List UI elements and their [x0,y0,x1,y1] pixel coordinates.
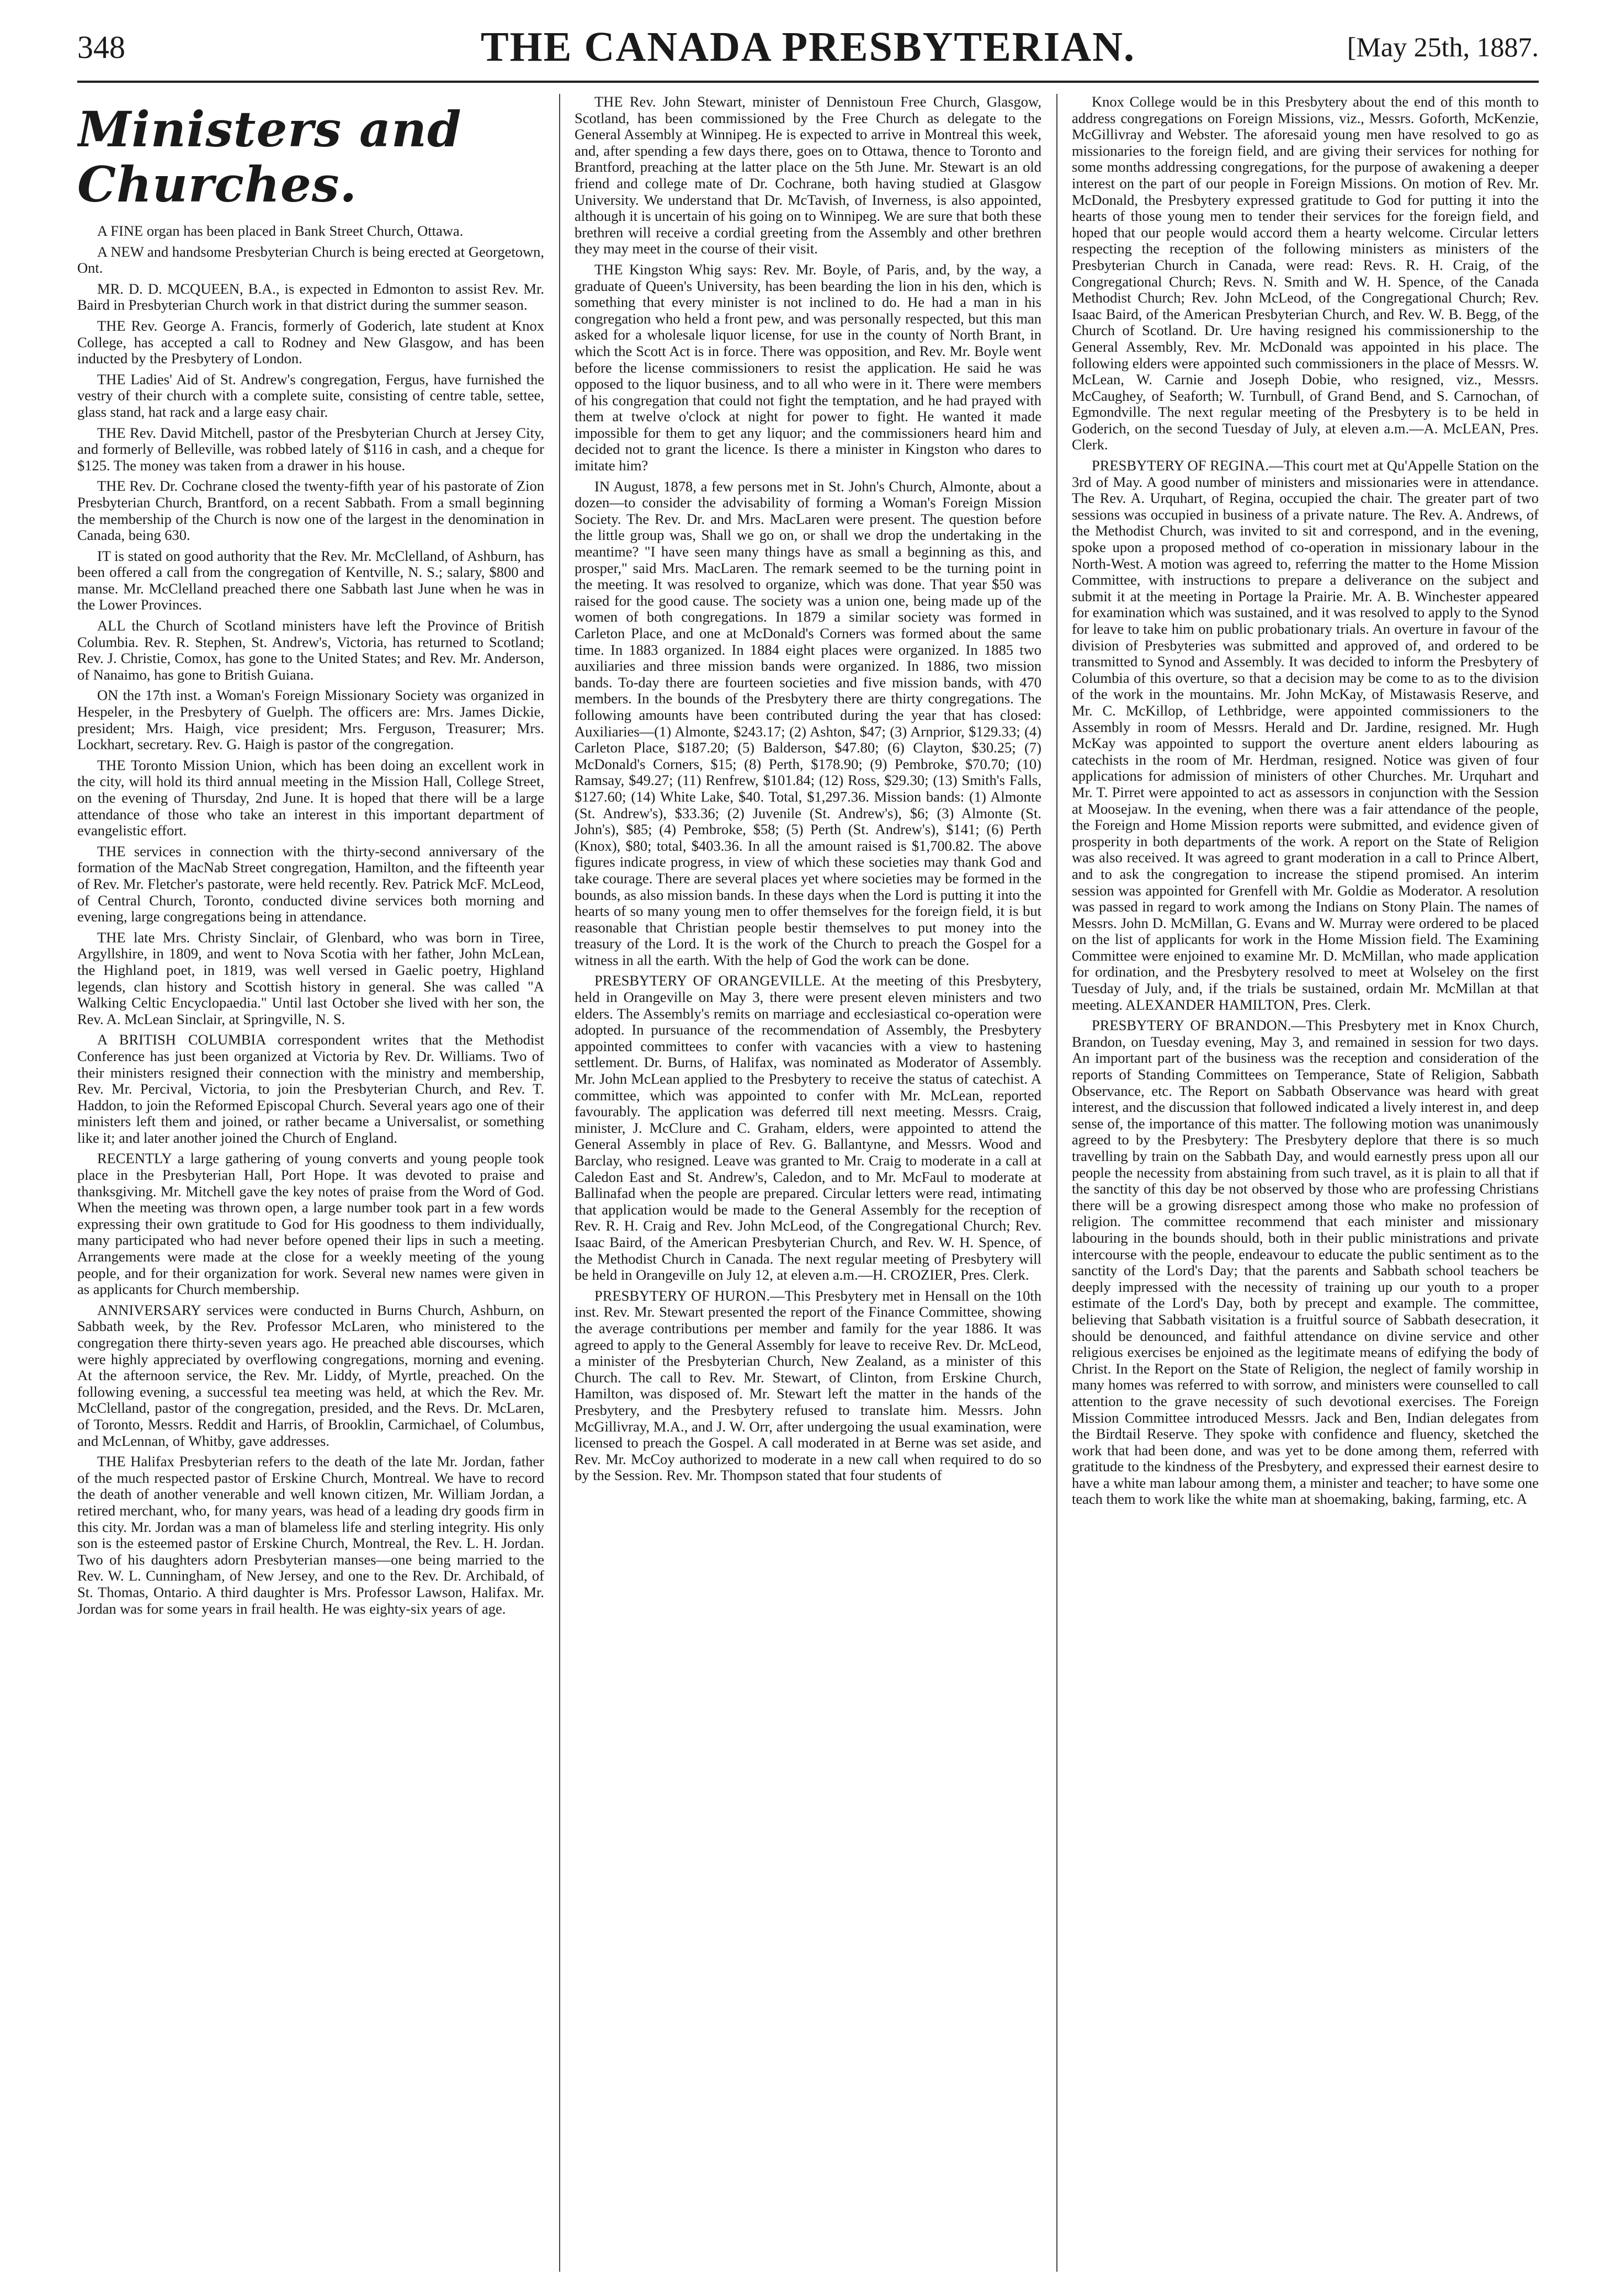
article-paragraph: PRESBYTERY OF BRANDON.—This Presbytery met in Knox Church, Brandon, on Tuesday evening, May 3, and remained in session for two days. An important part of the business was the reception and consideration of the reports of Standing Committees on Temperance, State of Religion, Sabbath Observance, etc. The Report on Sabbath Observance was heard with great interest, and the discussion that followed indicated a lively interest in, and deep sense of, the importance of this matter. The following motion was unanimously agreed to by the Presbytery: The Presbytery deplore that there is so much travelling by train on the Sabbath Day, and would earnestly press upon all our people the necessity from abstaining from such travel, as it is plain to all that if the sanctity of this day be not observed by those who are professing Christians there will be a growing disrespect among those who make no profession of religion. The committee recommend that each minister and missionary labouring in the bounds should, both in their public ministrations and private intercourse with the people, endeavour to educate the public sentiment as to the sanctity of the Lord's Day; that the parents and Sabbath school teachers be deeply impressed with the necessity of training up our youth to a proper estimate of the Lord's Day, both by precept and example. The committee, believing that Sabbath visitation is a fruitful source of Sabbath desecration, it should be denounced, and faithful attendance on divine service and other religious exercises be enjoined as the legitimate means of edifying the body of Christ. In the Report on the State of Religion, the neglect of family worship in many homes was referred to with sorrow, and ministers were counselled to call attention to the grave necessity of such devotional exercises. The Foreign Mission Committee introduced Messrs. Jack and Ben, Indian delegates from the Birdtail Reserve. They spoke with confidence and fluency, sketched the work that had been done, and was yet to be done among them, referred with gratitude to the kindness of the Presbytery, and expressed their earnest desire to have a white man labour among them, a minister and teacher; to have some one teach them to work like the white man at shoemaking, baking, farming, etc. A [1072,1017,1539,1508]
article-paragraph: PRESBYTERY OF HURON.—This Presbytery met in Hensall on the 10th inst. Rev. Mr. Stewart presented the report of the Finance Committee, showing the average contributions per member and family for the year 1886. It was agreed to apply to the General Assembly for leave to receive Rev. Dr. McLeod, a minister of the Presbyterian Church, New Zealand, as a minister of this Church. The call to Rev. Mr. Stewart, of Clinton, from Erskine Church, Hamilton, was disposed of. Mr. Stewart left the matter in the hands of the Presbytery, and the Presbytery refused to translate him. Messrs. John McGillivray, M.A., and J. W. Orr, after undergoing the usual examination, were licensed to preach the Gospel. A call moderated in at Berne was set aside, and Rev. Mr. McCoy authorized to moderate in a new call when required to do so by the Session. Rev. Mr. Thompson stated that four students of [575,1287,1041,1484]
column-1-body [77,223,544,1617]
page-header [77,23,1539,70]
column-divider [1056,94,1057,2272]
column-divider [559,94,560,2272]
column-3 [1072,94,1539,2272]
article-paragraph: IT is stated on good authority that the Rev. Mr. McClelland, of Ashburn, has been offered a call from the congregation of Kentville, N. S.; salary, $800 and manse. Mr. McClelland preached there one Sabbath last June when he was in the Lower Provinces. [77,547,544,613]
article-paragraph: THE Ladies' Aid of St. Andrew's congregation, Fergus, have furnished the vestry of their church with a complete suite, consisting of centre table, settee, glass stand, hat rack and a large easy chair. [77,370,544,420]
article-paragraph: THE Rev. Dr. Cochrane closed the twenty-fifth year of his pastorate of Zion Presbyterian Church, Brantford, on a recent Sabbath. From a small beginning the membership of the Church is now one of the largest in the denomination in Canada, being 630. [77,478,544,544]
article-paragraph: THE Kingston Whig says: Rev. Mr. Boyle, of Paris, and, by the way, a graduate of Queen's University, has been bearding the lion in his den, which is something that every minister is not inclined to do. He had a man in his congregation who held a front pew, and was personally respected, but this man asked for a wholesale liquor license, for use in the county of North Brant, in which the Scott Act is in force. There was opposition, and Rev. Mr. Boyle went before the license commissioners to resist the application. He said he was opposed to the liquor business, and to all who were in it. There were members of his congregation that could not fight the temptation, and he had prayed with them at twelve o'clock at night for power to fight. He wanted it made impossible for them to get any liquor; and the commissioners heard him and decided not to grant the licence. Is there a minister in Kingston who dares to imitate him? [575,261,1041,474]
article-paragraph: PRESBYTERY OF ORANGEVILLE. At the meeting of this Presbytery, held in Orangeville on May 3, there were present eleven ministers and two elders. The Assembly's remits on marriage and ecclesiastical co-operation were adopted. In pursuance of the recommendation of Assembly, the Presbytery appointed committees to confer with vacancies with a view to hastening settlement. Dr. Burns, of Halifax, was nominated as Moderator of Assembly. Mr. John McLean applied to the Presbytery to receive the status of catechist. A committee, which was appointed to confer with Mr. McLean, reported favourably. The application was deferred till next meeting. Messrs. Craig, minister, J. McClure and C. Graham, elders, were appointed to attend the General Assembly in place of Rev. G. Ballantyne, and Messrs. Wood and Barclay, who resigned. Leave was granted to Mr. Craig to moderate in a call at Caledon East and St. Andrew's, Caledon, and to Mr. McFaul to moderate at Ballinafad when the people are prepared. Circular letters were read, intimating that application would be made to the General Assembly for the reception of Rev. R. H. Craig and Rev. John McLeod, of the Congregational Church; Rev. Isaac Baird, of the American Presbyterian Church, and Rev. W. H. Spence, of the Methodist Church in Canada. The next regular meeting of Presbytery will be held in Orangeville on July 12, at eleven a.m.—H. CROZIER, Pres. Clerk. [575,972,1041,1284]
article-paragraph: PRESBYTERY OF REGINA.—This court met at Qu'Appelle Station on the 3rd of May. A good number of ministers and missionaries were in attendance. The Rev. A. Urquhart, of Regina, occupied the chair. The greater part of two sessions was occupied in business of a private nature. The Rev. A. Andrews, of the Methodist Church, was invited to sit and correspond, and in the evening, spoke upon a proposed method of co-operation in missionary labour in the North-West. A motion was agreed to, referring the matter to the Home Mission Committee, with instructions to prepare a deliverance on the subject and submit it at the meeting in Portage la Prairie. Mr. A. B. Winchester appeared for examination which was sustained, and it was resolved to apply to the Synod for leave to take him on public probationary trials. An overture in favour of the division of Presbyteries was submitted and approved of, and ordered to be transmitted to Synod and Assembly. It was decided to inform the Presbytery of Columbia of this overture, so that a decision may be come to as to the division of the work in the mountains. Mr. John McKay, of Mistawasis Reserve, and Mr. C. McKillop, of Lethbridge, were appointed commissioners to the Assembly in room of Messrs. Herald and Dr. Jardine, resigned. Mr. Hugh McKay was appointed to support the overture anent elders labouring as catechists in the room of Mr. Herdman, resigned. Notice was given of four applications for admission of ministers of other Churches. Mr. Urquhart and Mr. T. Pirret were appointed to act as assessors in conjunction with the Session at Moosejaw. In the evening, when there was a fair attendance of the people, the Foreign and Home Mission reports were submitted, and evidence given of prosperity in both departments of the work. A report on the State of Religion was also received. It was agreed to grant moderation in a call to Prince Albert, and to ask the congregation to increase the stipend promised. An interim session was appointed for Grenfell with Mr. Goldie as Moderator. A resolution was passed in regard to work among the Indians on Stony Plain. The names of Messrs. John D. McMillan, G. Evans and W. Murray were ordered to be placed on the list of applicants for work in the Home Mission field. The Examining Committee were enjoined to examine Mr. D. McMillan, who made application for ordination, and the Presbytery resolved to meet at Wolseley on the first Tuesday of July, and, if the trials be sustained, ordain Mr. McMillan at that meeting. ALEXANDER HAMILTON, Pres. Clerk. [1072,457,1539,1013]
article-paragraph: THE late Mrs. Christy Sinclair, of Glenbard, who was born in Tiree, Argyllshire, in 1809, and went to Nova Scotia with her father, John McLean, the Highland poet, in 1819, was well versed in Gaelic poetry, Highland legends, clan history and Scottish history in general. She was called "A Walking Celtic Encyclopaedia." Until last October she lived with her son, the Rev. A. McLean Sinclair, at Springville, N. S. [77,929,544,1027]
article-paragraph: A FINE organ has been placed in Bank Street Church, Ottawa. [97,222,464,239]
column-2 [575,94,1041,2272]
article-paragraph: THE services in connection with the thirty-second anniversary of the formation of the MacNab Street congregation, Hamilton, and the fifteenth year of Rev. Mr. Fletcher's pastorate, were held recently. Rev. Patrick McF. McLeod, of Central Church, Toronto, conducted divine services both morning and evening, large congregations being in attendance. [77,842,544,925]
article-paragraph: THE Toronto Mission Union, which has been doing an excellent work in the city, will hold its third annual meeting in the Mission Hall, College Street, on the evening of Thursday, 2nd June. It is hoped that there will be a large attendance of those who take an interest in this important department of evangelistic effort. [77,756,544,839]
header-divider [77,81,1539,83]
article-paragraph: ALL the Church of Scotland ministers have left the Province of British Columbia. Rev. R. Stephen, St. Andrew's, Victoria, has returned to Scotland; Rev. J. Christie, Comox, has gone to the United States; and Rev. Mr. Anderson, of Nanaimo, has gone to British Guiana. [77,617,544,683]
column-1 [77,94,544,2272]
article-paragraph: IN August, 1878, a few persons met in St. John's Church, Almonte, about a dozen—to consider the advisability of forming a Woman's Foreign Mission Society. The Rev. Dr. and Mrs. MacLaren were present. The question before the little group was, Shall we go on, or shall we drop the undertaking in the meantime? "I have seen many things have as small a beginning as this, and prosper," said Mrs. MacLaren. The remark seemed to be the turning point in the meeting. It was resolved to organize, which was done. That year $50 was raised for the good cause. The society was a union one, being made up of the women of both congregations. In 1879 a similar society was formed in Carleton Place, and one at McDonald's Corners was formed about the same time. In 1883 organized. In 1884 eight places were organized. In 1885 two auxiliaries and three mission bands were organized. In 1886, two mission bands. To-day there are fourteen societies and five mission bands, with 470 members. In the bounds of the Presbytery there are thirty congregations. The following amounts have been contributed during the year that has closed: Auxiliaries—(1) Almonte, $243.17; (2) Ashton, $47; (3) Arnprior, $129.33; (4) Carleton Place, $187.20; (5) Balderson, $47.80; (6) Clayton, $30.25; (7) McDonald's Corners, $15; (8) Perth, $178.90; (9) Pembroke, $70.70; (10) Ramsay, $49.27; (11) Renfrew, $101.84; (12) Ross, $29.30; (13) Smith's Falls, $127.60; (14) White Lake, $40. Total, $1,297.36. Mission bands: (1) Almonte (St. Andrew's), $33.36; (2) Juvenile (St. Andrew's), $6; (3) Almonte (St. John's), $85; (4) Pembroke, $58; (5) Perth (St. Andrew's), $141; (6) Perth (Knox), $80; total, $403.36. In all the amount raised is $1,700.82. The above figures indicate progress, in view of which these societies may thank God and take courage. There are several places yet where societies may be formed in the bounds, as also mission bands. In these days when the Lord is putting it into the hearts of so many young men to offer themselves for the foreign field, it is but reasonable that Christian people bestir themselves to put money into the treasury of the Lord. It is the work of the Church to preach the Gospel for a witness in all the earth. With the help of God the work can be done. [575,478,1041,968]
issue-date: [May 25th, 1887. [1347,31,1539,62]
article-paragraph: THE Rev. John Stewart, minister of Dennistoun Free Church, Glasgow, Scotland, has been commissioned by the Free Church as delegate to the General Assembly at Winnipeg. He is expected to arrive in Montreal this week, and, after spending a few days there, goes on to Ottawa, thence to Toronto and Brantford, preaching at the latter place on the 5th June. Mr. Stewart is an old friend and college mate of Dr. Cochrane, both having studied at Glasgow University. We understand that Dr. McTavish, of Inverness, is also appointed, although it is uncertain of his going on to Winnipeg. We are sure that both these brethren will receive a cordial greeting from the Assembly and other brethren they may meet in the course of their visit. [575,94,1041,257]
article-paragraph: THE Rev. George A. Francis, formerly of Goderich, late student at Knox College, has accepted a call to Rodney and New Glasgow, and has been inducted by the Presbytery of London. [77,317,544,367]
page-number: 348 [77,29,125,65]
column-3-body [1072,94,1539,1508]
article-paragraph: ON the 17th inst. a Woman's Foreign Missionary Society was organized in Hespeler, in the Presbytery of Guelph. The officers are: Mrs. James Dickie, president; Mrs. Haigh, vice president; Mrs. Ferguson, Treasurer; Mrs. Lockhart, secretary. Rev. G. Haigh is pastor of the congregation. [77,687,544,753]
column-2-body [575,94,1041,1484]
article-paragraph: A NEW and handsome Presbyterian Church is being erected at Georgetown, Ont. [77,243,544,277]
article-paragraph: A BRITISH COLUMBIA correspondent writes that the Methodist Conference has just been organized at Victoria by Rev. Dr. Williams. Two of their ministers resigned their connection with the ministry and membership, Rev. Mr. Percival, Victoria, to join the Presbyterian Church, and Rev. T. Haddon, to join the Reformed Episcopal Church. Several years ago one of their ministers left them and joined, or rather became a Universalist, or something like it; and later another joined the Church of England. [77,1031,544,1146]
article-paragraph: Knox College would be in this Presbytery about the end of this month to address congregations on Foreign Missions, viz., Messrs. Goforth, McKenzie, McGillivray and Webster. The aforesaid young men have resolved to go as missionaries to the foreign field, and are giving their services for nothing for some months addressing congregations, for the purpose of awakening a deeper interest on the part of our people in Foreign Missions. On motion of Rev. Mr. McDonald, the Presbytery expressed gratitude to God for putting it into the hearts of those young men to tender their services for the foreign field, and hoped that our people would accord them a hearty welcome. Circular letters respecting the reception of the following ministers as ministers of the Presbyterian Church in Canada, were read: Revs. R. H. Craig, of the Congregational Church; Revs. N. Smith and W. H. Spence, of the Canada Methodist Church; Rev. John McLeod, of the Congregational Church; Rev. Isaac Baird, of the American Presbyterian Church, and Rev. W. B. Begg, of the Church of Scotland. Dr. Ure having resigned his commissionership to the General Assembly, Rev. Mr. McDonald was appointed in his place. The following elders were appointed such commissioners in the place of Messrs. W. McLean, W. Carnie and Joseph Dobie, who resigned, viz., Messrs. McCaughey, of Seaforth; W. Turnbull, of Grand Bend, and S. Carnochan, of Egmondville. The next regular meeting of the Presbytery is to be held in Goderich, on the second Tuesday of July, at eleven a.m.—A. McLEAN, Pres. Clerk. [1072,94,1539,453]
article-paragraph: ANNIVERSARY services were conducted in Burns Church, Ashburn, on Sabbath week, by the Rev. Professor McLaren, who ministered to the congregation there thirty-seven years ago. He preached able discourses, which were highly appreciated by overflowing congregations, morning and evening. At the afternoon service, the Rev. Mr. Liddy, of Myrtle, preached. On the following evening, a successful tea meeting was held, at which the Rev. Mr. McClelland, pastor of the congregation, presided, and the Revs. Dr. McLaren, of Toronto, Messrs. Reddit and Harris, of Brooklin, Carmichael, of Columbus, and McLennan, of Whitby, gave addresses. [77,1301,544,1449]
publication-title: THE CANADA PRESBYTERIAN. [480,24,1136,70]
article-paragraph: THE Halifax Presbyterian refers to the death of the late Mr. Jordan, father of the much respected pastor of Erskine Church, Montreal. We have to record the death of another venerable and well known citizen, Mr. William Jordan, a retired merchant, who, for many years, was head of a leading dry goods firm in this city. Mr. Jordan was a man of blameless life and sterling integrity. His only son is the esteemed pastor of Erskine Church, Montreal, the Rev. L. H. Jordan. Two of his daughters adorn Presbyterian manses—one being married to the Rev. W. L. Cunningham, of New Jersey, and one to the Rev. Dr. Archibald, of St. Thomas, Ontario. A third daughter is Mrs. Professor Lawson, Halifax. Mr. Jordan was for some years in frail health. He was eighty-six years of age. [77,1453,544,1617]
section-title: Ministers and Churches. [77,100,462,213]
article-paragraph: MR. D. D. MCQUEEN, B.A., is expected in Edmonton to assist Rev. Mr. Baird in Presbyterian Church work in that district during the summer season. [77,280,544,314]
article-paragraph: THE Rev. David Mitchell, pastor of the Presbyterian Church at Jersey City, and formerly of Belleville, was robbed lately of $116 in cash, and a cheque for $125. The money was taken from a drawer in his house. [77,424,544,474]
article-paragraph: RECENTLY a large gathering of young converts and young people took place in the Presbyterian Hall, Port Hope. It was devoted to praise and thanksgiving. Mr. Mitchell gave the key notes of praise from the Word of God. When the meeting was thrown open, a large number took part in a few words expressing their own gratitude to God for His goodness to them individually, many participated who had never before opened their lips in such a meeting. Arrangements were made at the close for a weekly meeting of the young people, and for their organization for work. Several new names were given in as applicants for Church membership. [77,1150,544,1298]
